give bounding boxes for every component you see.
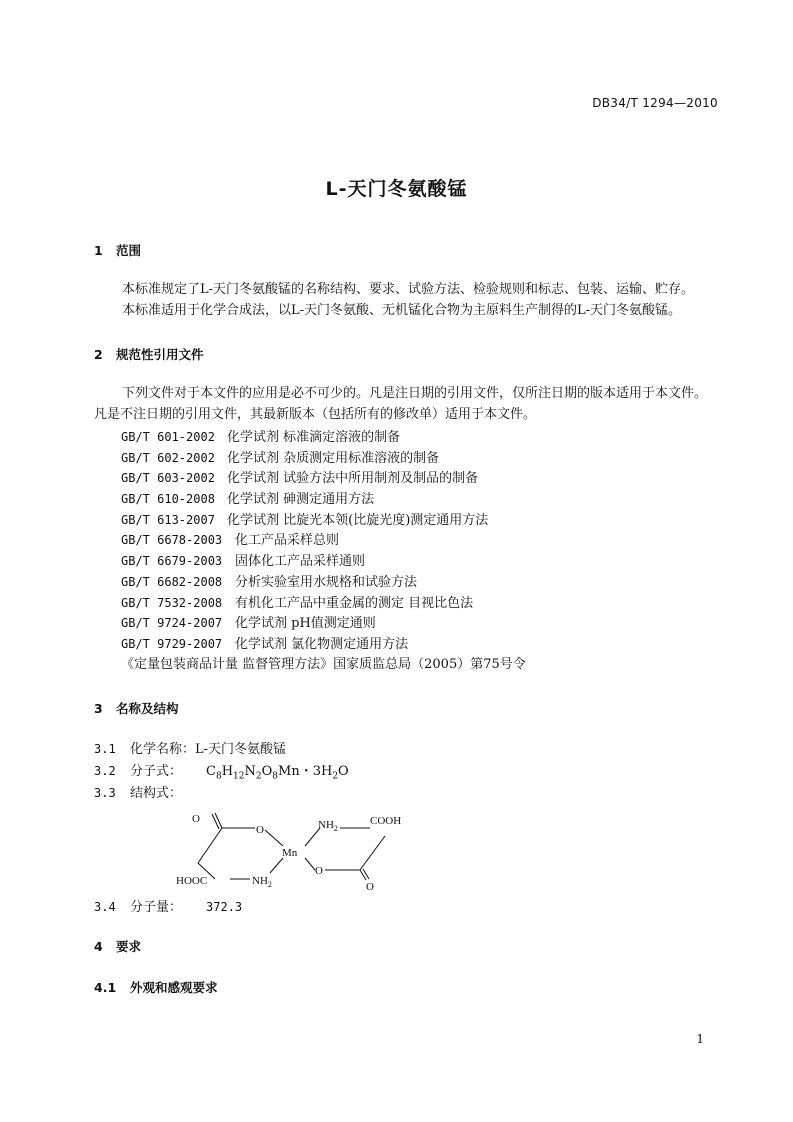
page-number: 1: [696, 1032, 704, 1046]
ring-oxygen-carbonyl: O: [192, 813, 200, 825]
formula-label: 分子式：: [130, 764, 183, 779]
reference-title: 化学试剂 pH值测定通则: [235, 616, 376, 632]
reference-title: 化工产品采样总则: [235, 533, 340, 549]
carboxyl-group-left: HOOC: [176, 875, 208, 887]
reference-title: 化学试剂 氯化物测定通用方法: [235, 636, 409, 652]
section-4-heading: [94, 937, 141, 955]
scope-paragraph-2: 本标准适用于化学合成法，以L-天门冬氨酸、无机锰化合物为主原料生产制得的L-天门冬氨酸锰。: [122, 303, 682, 318]
clause-number: 3.4: [94, 900, 116, 914]
reference-code: GB/T 7532-2008: [121, 595, 223, 610]
amino-group-top: $NH_2$: [318, 819, 338, 833]
structure-row: [94, 782, 182, 801]
reference-code: GB/T 6679-2003: [121, 554, 223, 569]
reference-item: [121, 551, 526, 572]
manganese-atom: Mn: [282, 847, 298, 859]
molecular-weight-label: 分子量：: [130, 900, 183, 915]
amino-group-bottom: $NH_2$: [252, 875, 272, 889]
reference-item: [121, 448, 526, 469]
reference-title: 分析实验室用水规格和试验方法: [235, 574, 418, 590]
reference-code: GB/T 610-2008: [121, 492, 215, 507]
reference-item: [121, 634, 526, 655]
reference-code: GB/T 613-2007: [121, 512, 215, 527]
reference-title: 化学试剂 杂质测定用标准溶液的制备: [227, 450, 440, 466]
section-number: 1: [94, 243, 103, 258]
chemical-name-value: L-天门冬氨酸锰: [195, 742, 287, 757]
reference-list: [121, 427, 526, 675]
reference-code: GB/T 9724-2007: [121, 616, 223, 631]
ring-oxygen-carbonyl-right: O: [366, 881, 374, 890]
reference-item: [121, 613, 526, 634]
reference-title: 化学试剂 比旋光本领(比旋光度)测定通用方法: [227, 512, 489, 528]
reference-code: GB/T 9729-2007: [121, 636, 223, 651]
reference-title: 化学试剂 标准滴定溶液的制备: [227, 430, 401, 445]
section-1-heading: [94, 241, 141, 259]
clause-title: 外观和感观要求: [130, 980, 218, 995]
section-number: 4: [94, 939, 103, 954]
reference-title: 化学试剂 试验方法中所用制剂及制品的制备: [227, 471, 479, 487]
reference-item: [121, 530, 526, 551]
reference-code: GB/T 602-2002: [121, 450, 215, 465]
reference-title: 化学试剂 砷测定通用方法: [227, 492, 375, 508]
reference-item: [121, 427, 526, 448]
clause-number: 3.2: [94, 764, 116, 778]
ring-oxygen-right: O: [315, 865, 323, 877]
section-number: 2: [94, 347, 103, 362]
reference-code: GB/T 601-2002: [121, 430, 215, 444]
regulation-reference: 《定量包装商品计量 监督管理方法》国家质监总局（2005）第75号令: [121, 656, 526, 672]
section-title: 名称及结构: [116, 701, 179, 716]
reference-title: 有机化工产品中重金属的测定 目视比色法: [235, 595, 474, 611]
reference-code: GB/T 6678-2003: [121, 533, 223, 548]
carboxyl-group: COOH: [370, 815, 402, 827]
ring-oxygen: O: [256, 824, 264, 836]
section-number: 3: [94, 701, 103, 716]
chemical-name-row: [94, 738, 286, 757]
reference-item: [121, 510, 526, 531]
section-title: 范围: [116, 243, 142, 258]
reference-title: 固体化工产品采样通则: [235, 554, 366, 570]
clause-number: 3.3: [94, 786, 116, 800]
clause-number: 4.1: [94, 980, 117, 995]
section-title: 规范性引用文件: [116, 347, 204, 362]
molecular-formula: $C_8H_{12}N_2O_8Mn$・$3H_2O$: [206, 764, 349, 782]
molecular-weight-row: [94, 896, 242, 915]
reference-item: [121, 593, 526, 614]
section-2-heading: [94, 345, 204, 363]
reference-item: [121, 468, 526, 489]
document-title: L-天门冬氨酸锰: [325, 178, 468, 200]
structural-formula-diagram: [170, 808, 420, 890]
section-4-1-heading: [94, 978, 218, 996]
scope-paragraph-1: 本标准规定了L-天门冬氨酸锰的名称结构、要求、试验方法、检验规则和标志、包装、运输、贮存。: [122, 282, 695, 297]
clause-number: 3.1: [94, 742, 116, 756]
standard-code: DB34/T 1294—2010: [592, 96, 718, 110]
reference-code: GB/T 603-2002: [121, 471, 215, 486]
reference-item: [121, 489, 526, 510]
formula-row: [94, 760, 349, 782]
chemical-name-label: 化学名称：: [130, 742, 196, 757]
reference-item: [121, 572, 526, 593]
reference-code: GB/T 6682-2008: [121, 574, 223, 589]
structure-label: 结构式：: [130, 786, 183, 801]
references-intro: 下列文件对于本文件的应用是必不可少的。凡是注日期的引用文件，仅所注日期的版本适用于本文件。凡是不注日期的引用文件，其最新版本（包括所有的修改单）适用于本文件。: [94, 386, 708, 422]
section-title: 要求: [116, 939, 142, 954]
section-3-heading: [94, 699, 179, 717]
molecular-weight-value: 372.3: [206, 900, 243, 914]
